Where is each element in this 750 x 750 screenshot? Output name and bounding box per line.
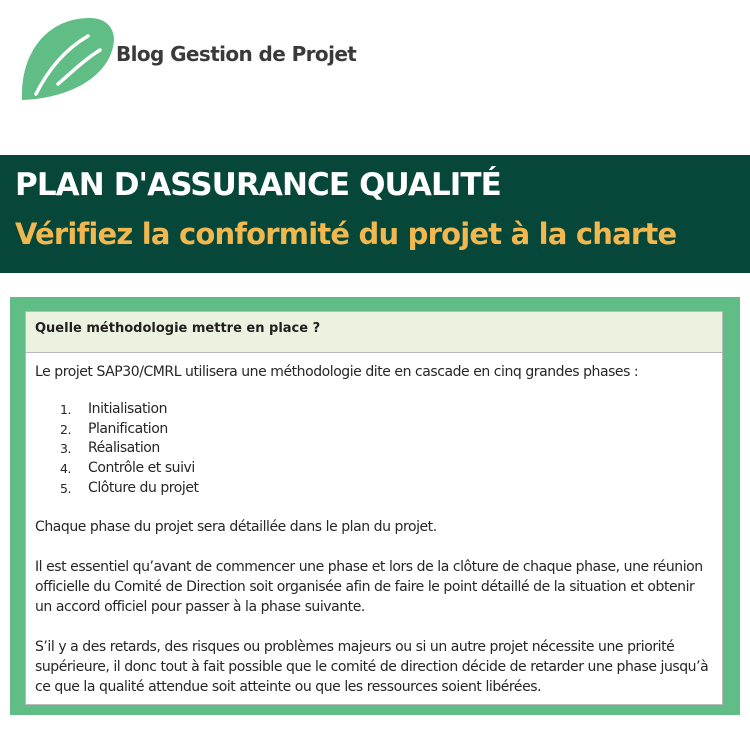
leaf-logo-icon[interactable] <box>18 14 114 100</box>
phase-label: Initialisation <box>88 401 168 417</box>
phase-number: 2. <box>60 421 72 437</box>
title-banner <box>0 155 750 273</box>
card-heading: Quelle méthodologie mettre en place ? <box>26 312 722 353</box>
phase-number: 1. <box>60 402 72 417</box>
list-item <box>35 420 713 440</box>
list-item <box>35 479 713 499</box>
brand-name[interactable]: Blog Gestion de Projet <box>116 42 357 66</box>
site-header <box>0 0 750 155</box>
page-subtitle: Vérifiez la conformité du projet à la charte <box>15 217 677 251</box>
paragraph-delays: S’il y a des retards, des risques ou problèmes majeurs ou si un autre projet nécessite une priorité supérieure, il donc tout à fait possible que le comité de direction décide de retarder une phase jusqu’à ce que la qualité attendue soit atteinte ou que les ressources soient libérées. <box>35 638 709 695</box>
paragraph-meeting: Il est essentiel qu’avant de commencer une phase et lors de la clôture de chaque phase, une réunion officielle du Comité de Direction soit organisée afin de faire le point détaillé de la situation et obtenir un accord officiel pour passer à la phase suivante. <box>35 558 703 615</box>
phase-label: Contrôle et suivi <box>88 460 195 477</box>
phase-number: 5. <box>60 480 72 496</box>
intro-text: Le projet SAP30/CMRL utilisera une méthodologie dite en cascade en cinq grandes phases : <box>35 364 639 380</box>
phase-list <box>35 400 713 499</box>
paragraph-detail: Chaque phase du projet sera détaillée dans le plan du projet. <box>35 518 437 535</box>
phase-label: Planification <box>88 420 168 437</box>
list-item <box>35 439 713 459</box>
page-title: PLAN D'ASSURANCE QUALITÉ <box>15 167 501 203</box>
card-body <box>26 353 722 697</box>
list-item <box>35 400 713 420</box>
list-item <box>35 459 713 479</box>
phase-label: Clôture du projet <box>88 479 199 496</box>
phase-label: Réalisation <box>88 440 160 457</box>
methodology-card <box>25 311 723 705</box>
phase-number: 3. <box>60 441 72 457</box>
phase-number: 4. <box>60 461 72 477</box>
